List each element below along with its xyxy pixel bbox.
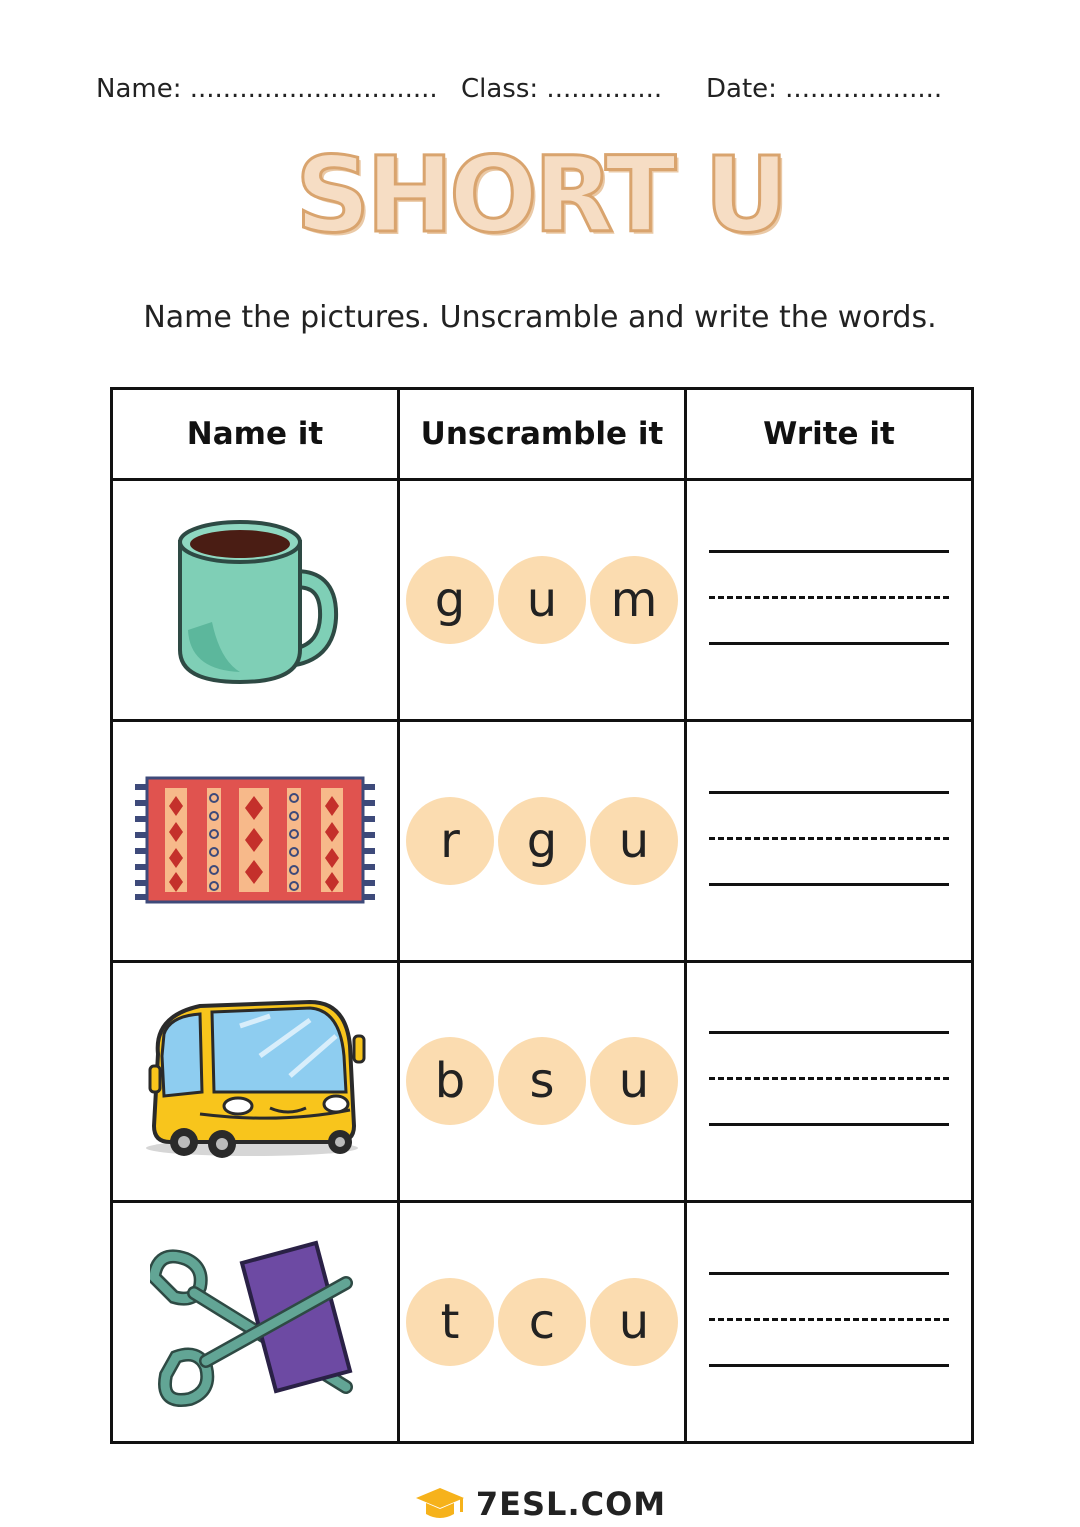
table-row <box>112 961 973 1202</box>
letter-bubble: c <box>498 1278 586 1366</box>
write-cell[interactable] <box>686 480 973 721</box>
letter-bubble: m <box>590 556 678 644</box>
picture-cell <box>112 961 399 1202</box>
header-fields <box>96 74 996 114</box>
letter-bubble: s <box>498 1037 586 1125</box>
brand-name: 7ESL.COM <box>475 1485 667 1523</box>
cut-icon <box>150 1237 360 1407</box>
bus-icon <box>140 996 370 1166</box>
write-cell[interactable] <box>686 720 973 961</box>
picture-cell <box>112 480 399 721</box>
table-row <box>112 480 973 721</box>
graduation-cap-icon <box>414 1486 466 1522</box>
handwriting-lines <box>709 791 949 891</box>
letter-bubble: u <box>590 1278 678 1366</box>
write-cell[interactable] <box>686 1202 973 1443</box>
letter-bubble: r <box>406 797 494 885</box>
instruction-text: Name the pictures. Unscramble and write the words. <box>143 300 937 335</box>
handwriting-lines <box>709 1272 949 1372</box>
letter-bubbles <box>400 1278 684 1366</box>
letter-bubble: u <box>590 1037 678 1125</box>
letter-bubble: u <box>590 797 678 885</box>
rug-icon <box>135 776 375 906</box>
letters-cell <box>399 480 686 721</box>
letter-bubble: b <box>406 1037 494 1125</box>
letters-cell <box>399 961 686 1202</box>
class-field-label: Class: .............. <box>461 74 663 104</box>
letter-bubble: t <box>406 1278 494 1366</box>
letter-bubble: g <box>406 556 494 644</box>
letter-bubbles <box>400 797 684 885</box>
letter-bubbles <box>400 1037 684 1125</box>
handwriting-lines <box>709 1031 949 1131</box>
date-field-label: Date: ................... <box>706 74 943 104</box>
letter-bubble: g <box>498 797 586 885</box>
column-header-unscramble-it: Unscramble it <box>399 389 686 480</box>
footer-logo <box>0 1484 1080 1524</box>
write-cell[interactable] <box>686 961 973 1202</box>
table-row <box>112 1202 973 1443</box>
picture-cell <box>112 720 399 961</box>
mug-icon <box>160 510 350 690</box>
handwriting-lines <box>709 550 949 650</box>
letter-bubble: u <box>498 556 586 644</box>
picture-cell <box>112 1202 399 1443</box>
column-header-name-it: Name it <box>112 389 399 480</box>
table-row <box>112 720 973 961</box>
worksheet-table <box>110 387 974 1444</box>
name-field-label: Name: .............................. <box>96 74 438 104</box>
table-header-row <box>112 389 973 480</box>
column-header-write-it: Write it <box>686 389 973 480</box>
letters-cell <box>399 720 686 961</box>
letter-bubbles <box>400 556 684 644</box>
worksheet-title: SHORT U <box>295 134 785 256</box>
letters-cell <box>399 1202 686 1443</box>
